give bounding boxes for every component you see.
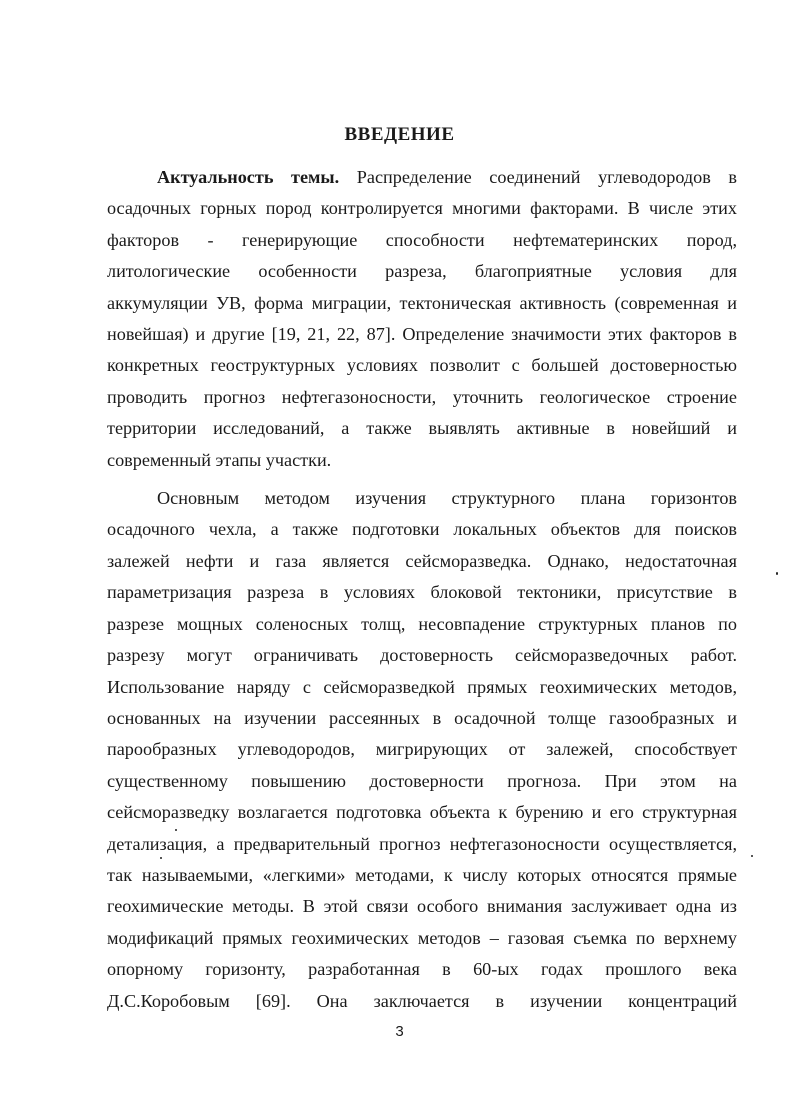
text-line: разрезу могут ограничивать достоверность сейсморазведочных работ. [107, 645, 737, 666]
text-line: современный этапы участки. [107, 449, 332, 470]
paragraph-2 [107, 483, 737, 1017]
text-line: основанных на изучении рассеянных в осадочной толще газообразных и [107, 707, 737, 728]
text-line [107, 162, 737, 193]
text-line: залежей нефти и газа является сейсморазведка. Однако, недостаточная [107, 550, 737, 571]
text-line: геохимические методы. В этой связи особого внимания заслуживает одна из [107, 896, 737, 917]
text-line: так называемыми, «легкими» методами, к числу которых относятся прямые [107, 864, 737, 885]
paragraph-1 [107, 162, 737, 476]
text-line: параметризация разреза в условиях блоковой тектоники, присутствие в [107, 582, 737, 603]
document-body [107, 162, 737, 1017]
text-line: сейсморазведку возлагается подготовка объекта к бурению и его структурная [107, 802, 737, 823]
text-line: новейшая) и другие [19, 21, 22, 87]. Определение значимости этих факторов в [107, 324, 737, 345]
text-line: опорному горизонту, разработанная в 60-ых годах прошлого века [107, 959, 737, 980]
page-heading: ВВЕДЕНИЕ [344, 124, 455, 145]
scan-speck [160, 857, 162, 859]
text-line: литологические особенности разреза, благоприятные условия для [107, 261, 737, 282]
text-line: Основным методом изучения структурного плана горизонтов [157, 488, 737, 509]
scan-speck [751, 855, 753, 857]
text-line: существенному повышению достоверности прогноза. При этом на [107, 770, 737, 791]
text-line: парообразных углеводородов, мигрирующих от залежей, способствует [107, 739, 737, 760]
text-line: Д.С.Коробовым [69]. Она заключается в изучении концентраций [107, 990, 737, 1011]
text-line: Использование наряду с сейсморазведкой прямых геохимических методов, [107, 676, 737, 697]
text-line: аккумуляции УВ, форма миграции, тектоническая активность (современная и [107, 292, 737, 313]
text-line-content: Распределение соединений углеводородов в [339, 167, 737, 187]
text-line: осадочного чехла, а также подготовки локальных объектов для поисков [107, 519, 737, 540]
text-line: детализация, а предварительный прогноз нефтегазоносности осуществляется, [107, 833, 737, 854]
text-line: модификаций прямых геохимических методов – газовая съемка по верхнему [107, 927, 737, 948]
text-line: факторов - генерирующие способности нефтематеринских пород, [107, 229, 737, 250]
text-line: разрезе мощных соленосных толщ, несовпадение структурных планов по [107, 613, 737, 634]
bold-lead: Актуальность темы. [157, 167, 340, 187]
scan-speck [175, 829, 177, 831]
text-line: территории исследований, а также выявлять активные в новейший и [107, 418, 737, 439]
text-line: осадочных горных пород контролируется многими факторами. В числе этих [107, 198, 737, 219]
text-line: конкретных геоструктурных условиях позволит с большей достоверностью [107, 355, 737, 376]
text-line: проводить прогноз нефтегазоносности, уточнить геологическое строение [107, 386, 737, 407]
scan-speck [776, 572, 778, 575]
page-number: 3 [395, 1023, 404, 1040]
